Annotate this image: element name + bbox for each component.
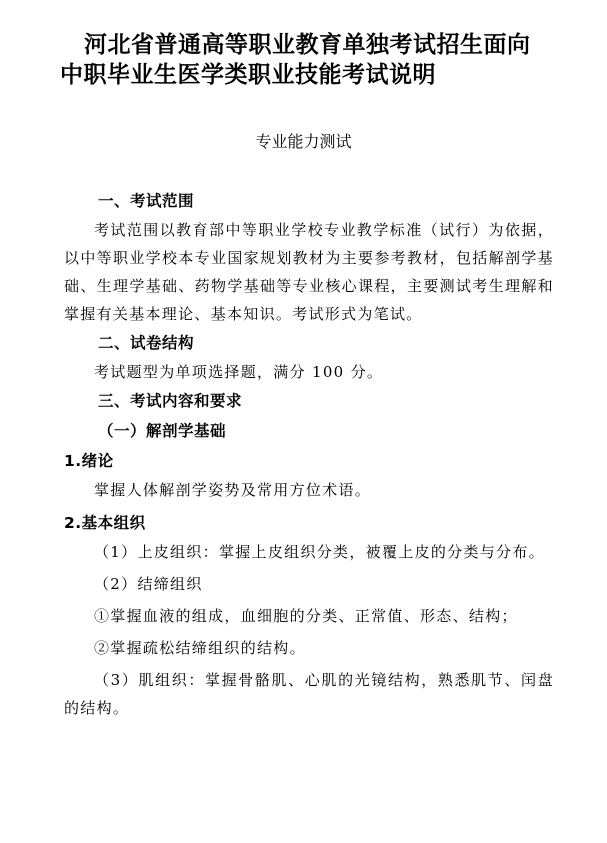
subsection-heading-anatomy: （一）解剖学基础 xyxy=(98,422,227,440)
section-heading-paper-structure: 二、试卷结构 xyxy=(98,334,195,352)
paper-structure-paragraph: 考试题型为单项选择题，满分 100 分。 xyxy=(94,363,384,381)
epithelial-tissue-paragraph: （1）上皮组织：掌握上皮组织分类，被覆上皮的分类与分布。 xyxy=(94,543,545,561)
blood-composition-paragraph: ①掌握血液的组成，血细胞的分类、正常值、形态、结构； xyxy=(94,607,518,625)
document-title-line-2: 中职毕业生医学类职业技能考试说明 xyxy=(60,62,436,88)
document-body xyxy=(64,186,554,722)
connective-tissue-label: （2）结缔组织 xyxy=(94,575,203,593)
section-heading-exam-scope: 一、考试范围 xyxy=(98,192,195,210)
item-heading-introduction: 1.绪论 xyxy=(64,452,114,470)
document-subtitle: 专业能力测试 xyxy=(255,132,352,151)
document-title-line-1: 河北省普通高等职业教育单独考试招生面向 xyxy=(84,32,531,58)
muscle-tissue-paragraph: （3）肌组织：掌握骨骼肌、心肌的光镜结构，熟悉肌节、闰盘的结构。 xyxy=(64,671,554,717)
item-heading-basic-tissue: 2.基本组织 xyxy=(64,514,146,532)
loose-connective-tissue-paragraph: ②掌握疏松结缔组织的结构。 xyxy=(94,639,306,657)
introduction-paragraph: 掌握人体解剖学姿势及常用方位术语。 xyxy=(94,481,372,499)
exam-scope-paragraph: 考试范围以教育部中等职业学校专业教学标准（试行）为依据，以中等职业学校本专业国家规划教材为主要参考教材，包括解剖学基础、生理学基础、药物学基础等专业核心课程，主要测试考生理解和掌握有关基本理论、基本知识。考试形式为笔试。 xyxy=(64,221,554,323)
section-heading-exam-content: 三、考试内容和要求 xyxy=(98,392,243,410)
